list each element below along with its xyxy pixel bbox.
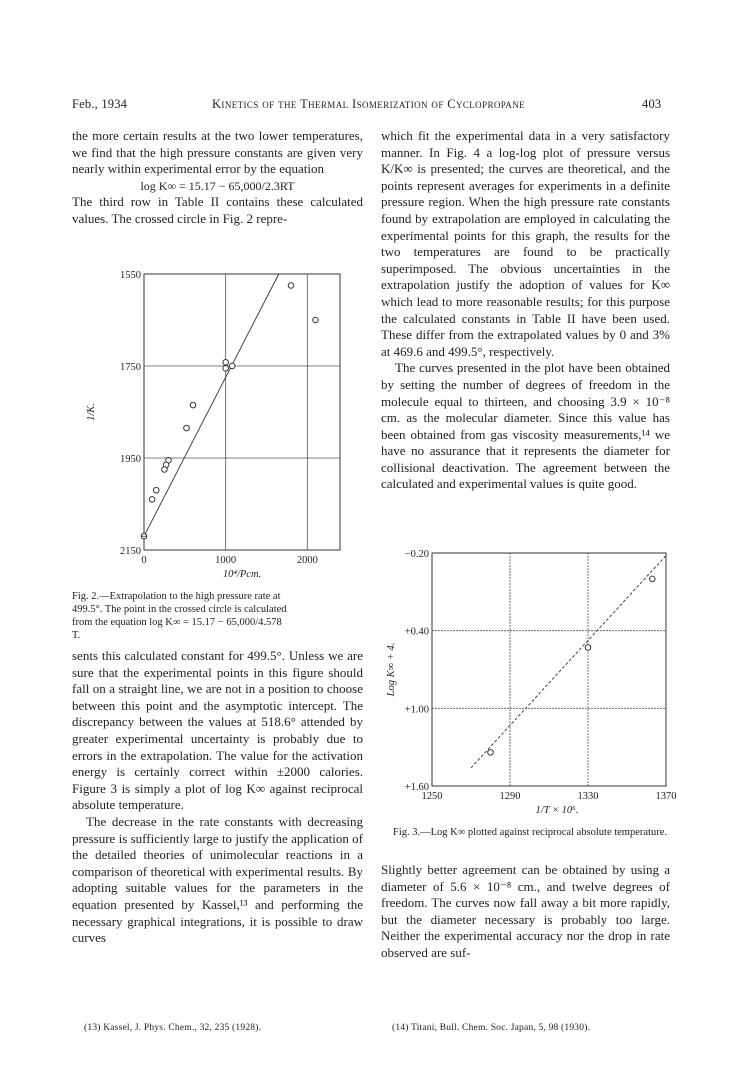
x-tick-label: 2000 — [296, 555, 318, 566]
footnote-13: (13) Kassel, J. Phys. Chem., 32, 235 (1928). — [84, 1023, 262, 1033]
running-header-title: Kinetics of the Thermal Isomerization of Cyclopropane — [212, 97, 526, 111]
x-tick-label: 1370 — [655, 791, 677, 802]
page-number: 403 — [642, 97, 662, 111]
running-header-left: Feb., 1934 — [72, 97, 128, 111]
x-tick-label: 1000 — [215, 555, 237, 566]
left-paragraph-2: The third row in Table II contains these calculated values. The crossed circle in Fig. 2 repre- — [72, 194, 363, 226]
y-tick-label: −0.20 — [404, 549, 429, 560]
data-point — [153, 487, 159, 493]
y-tick-label: 1950 — [120, 454, 141, 465]
y-tick-label: 2150 — [120, 546, 141, 557]
fit-line — [471, 556, 666, 768]
data-point — [184, 425, 190, 431]
left-column-top — [72, 128, 363, 228]
left-column-bottom — [72, 648, 363, 947]
data-point — [190, 402, 196, 408]
x-tick-label: 0 — [141, 555, 147, 566]
left-paragraph-1: the more certain results at the two lower temperatures, we find that the high pressure constants are given very nearly within experimental error by the equation — [72, 128, 363, 177]
x-axis-label: 10⁴/Pcm. — [222, 569, 262, 580]
figure-2-caption: Fig. 2.—Extrapolation to the high pressure rate at 499.5°. The point in the crossed circle is calculated from the equation log K∞ = 15.17 − 65,000/4.578 T. — [72, 591, 287, 641]
y-tick-label: +1.00 — [404, 704, 429, 716]
y-tick-label: 1550 — [120, 270, 141, 281]
data-point — [585, 645, 591, 651]
left-paragraph-4: The decrease in the rate constants with decreasing pressure is sufficiently large to justify the application of the detailed theories of unimolecular reactions in a comparison of theoretical with experimental results. By adopting suitable values for the parameters in the equation presented by Kassel,¹³ and performing the necessary graphical integrations, it is possible to draw curves — [72, 813, 363, 946]
right-column-bottom — [381, 862, 670, 962]
data-point — [223, 360, 229, 366]
right-paragraph-3: Slightly better agreement can be obtained by using a diameter of 5.6 × 10⁻⁸ cm., and twelve degrees of freedom. The curves now fall away a bit more rapidly, but the diameter necessary is probably too large. Neither the experimental accuracy nor the drop in rate observed are suf- — [381, 862, 670, 960]
y-tick-label: 1750 — [120, 362, 141, 373]
y-tick-label: +1.60 — [404, 782, 429, 793]
data-point — [488, 750, 494, 756]
figure-3-chart — [380, 545, 680, 815]
fit-line — [144, 274, 279, 536]
right-paragraph-2: The curves presented in the plot have been obtained by setting the number of degrees of freedom in the molecule equal to thirteen, and choosing 3.9 × 10⁻⁸ cm. as the molecular diameter. Since this value has been obtained from gas viscosity measurements,¹⁴ we have no assurance that it represents the diameter for collisional deactivation. The agreement between the calculated and experimental values is quite good. — [381, 360, 670, 492]
data-point — [288, 283, 294, 289]
figure-2-chart — [72, 262, 362, 587]
footnote-14: (14) Titani, Bull. Chem. Soc. Japan, 5, 98 (1930). — [392, 1023, 591, 1033]
x-tick-label: 1290 — [499, 791, 521, 802]
x-tick-label: 1250 — [421, 791, 443, 802]
plot-frame — [432, 553, 666, 786]
left-paragraph-3: sents this calculated constant for 499.5°. Unless we are sure that the experimental points in this figure should fall on a straight line, we are not in a position to choose between this point and the asymptotic intercept. The discrepancy between the values at 518.6° attended by greater experimental uncertainty is probably due to errors in the extrapolation. The value for the activation energy is certainly correct within ±2000 calories. Figure 3 is simply a plot of log K∞ against reciprocal absolute temperature. — [72, 648, 363, 813]
data-point — [229, 363, 235, 369]
y-axis-label: 1/K. — [86, 403, 97, 421]
data-point — [149, 497, 155, 503]
data-point — [223, 366, 229, 372]
data-point — [650, 576, 656, 582]
figure-3-caption: Fig. 3.—Log K∞ plotted against reciprocal absolute temperature. — [393, 827, 667, 838]
right-column-top — [381, 128, 670, 493]
y-axis-label: Log K∞ + 4. — [386, 642, 397, 697]
y-tick-label: +0.40 — [404, 626, 429, 638]
equation-log-k: log K∞ = 15.17 − 65,000/2.3RT — [140, 178, 295, 193]
x-axis-label: 1/T × 10⁶. — [535, 805, 579, 815]
x-tick-label: 1330 — [577, 791, 599, 802]
data-point — [162, 467, 168, 473]
data-point — [313, 317, 319, 323]
right-paragraph-1: which fit the experimental data in a very satisfactory manner. In Fig. 4 a log-log plot of pressure versus K/K∞ is presented; the curves are theoretical, and the points represent averages for experiments in a definite pressure region. When the high pressure rate constants found by extrapolation are employed in calculating the experimental points for this graph, the results for the two temperatures are found to be practically superimposed. The obvious uncertainties in the extrapolation justify the adoption of values for K∞ which lead to more reasonable results; for this purpose the calculated constants in Table II have been used. These differ from the extrapolated values by 0 and 3% at 469.6 and 499.5°, respectively. — [381, 128, 670, 359]
plot-frame — [144, 274, 340, 550]
